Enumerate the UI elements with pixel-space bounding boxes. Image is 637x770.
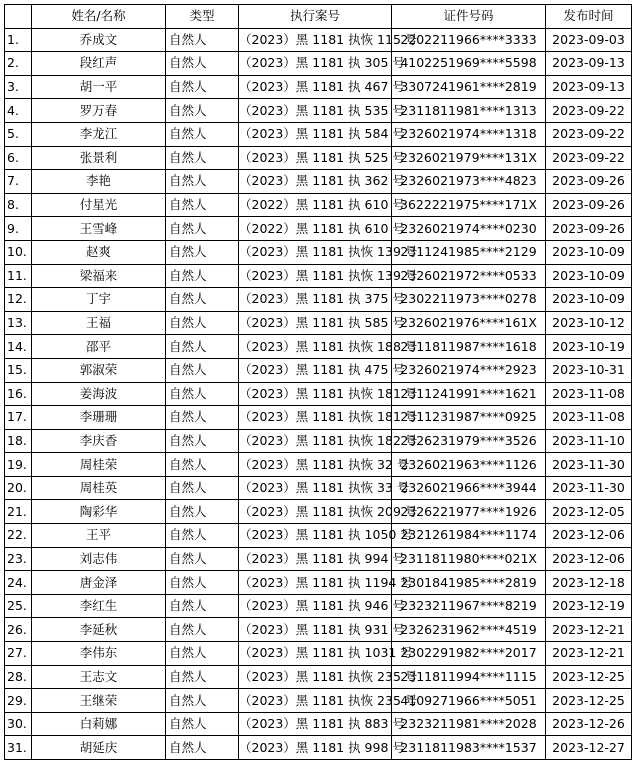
row-publish-date: 2023-12-21 xyxy=(546,642,632,666)
row-id-number: 2302291982****2017 xyxy=(392,642,546,666)
row-type: 自然人 xyxy=(166,146,239,170)
row-index: 3. xyxy=(5,75,32,99)
row-publish-date: 2023-12-05 xyxy=(546,500,632,524)
table-row xyxy=(5,335,632,359)
row-type: 自然人 xyxy=(166,476,239,500)
row-case-number: （2023）黑 1181 执 946 号 xyxy=(239,594,392,618)
row-id-number: 2311231987****0925 xyxy=(392,406,546,430)
row-id-number: 2326021979****131X xyxy=(392,146,546,170)
row-type: 自然人 xyxy=(166,358,239,382)
table-row xyxy=(5,382,632,406)
row-publish-date: 2023-09-22 xyxy=(546,122,632,146)
row-index: 10. xyxy=(5,240,32,264)
row-publish-date: 2023-11-08 xyxy=(546,406,632,430)
row-publish-date: 2023-11-30 xyxy=(546,453,632,477)
row-case-number: （2023）黑 1181 执 535 号 xyxy=(239,99,392,123)
row-publish-date: 2023-12-25 xyxy=(546,689,632,713)
table-row xyxy=(5,406,632,430)
row-index: 2. xyxy=(5,52,32,76)
row-type: 自然人 xyxy=(166,193,239,217)
row-publish-date: 2023-09-22 xyxy=(546,146,632,170)
row-id-number: 2326021974****2923 xyxy=(392,358,546,382)
row-case-number: （2023）黑 1181 执恢 209 号 xyxy=(239,500,392,524)
row-case-number: （2023）黑 1181 执 467 号 xyxy=(239,75,392,99)
row-name: 乔成文 xyxy=(32,28,166,52)
row-index: 19. xyxy=(5,453,32,477)
row-id-number: 2311241991****1621 xyxy=(392,382,546,406)
row-case-number: （2023）黑 1181 执 1050 号 xyxy=(239,524,392,548)
row-type: 自然人 xyxy=(166,594,239,618)
row-case-number: （2023）黑 1181 执恢 182 号 xyxy=(239,429,392,453)
row-case-number: （2023）黑 1181 执 375 号 xyxy=(239,288,392,312)
row-index: 17. xyxy=(5,406,32,430)
row-id-number: 2326231979****3526 xyxy=(392,429,546,453)
row-id-number: 2323211981****2028 xyxy=(392,712,546,736)
table-row xyxy=(5,264,632,288)
row-index: 7. xyxy=(5,170,32,194)
table-row xyxy=(5,736,632,760)
table-row xyxy=(5,52,632,76)
row-case-number: （2022）黑 1181 执 610 号 xyxy=(239,217,392,241)
row-name: 王福 xyxy=(32,311,166,335)
row-index: 22. xyxy=(5,524,32,548)
row-index: 11. xyxy=(5,264,32,288)
row-publish-date: 2023-12-06 xyxy=(546,547,632,571)
row-publish-date: 2023-10-12 xyxy=(546,311,632,335)
row-name: 罗万春 xyxy=(32,99,166,123)
row-index: 26. xyxy=(5,618,32,642)
row-id-number: 2326021972****0533 xyxy=(392,264,546,288)
row-type: 自然人 xyxy=(166,240,239,264)
row-case-number: （2023）黑 1181 执恢 181 号 xyxy=(239,382,392,406)
row-index: 31. xyxy=(5,736,32,760)
row-case-number: （2023）黑 1181 执恢 32 号 xyxy=(239,453,392,477)
header-row xyxy=(5,5,632,29)
row-index: 9. xyxy=(5,217,32,241)
row-publish-date: 2023-11-08 xyxy=(546,382,632,406)
row-id-number: 2326221977****1926 xyxy=(392,500,546,524)
row-type: 自然人 xyxy=(166,335,239,359)
row-name: 李红生 xyxy=(32,594,166,618)
table-row xyxy=(5,476,632,500)
table-row xyxy=(5,618,632,642)
row-type: 自然人 xyxy=(166,547,239,571)
table-row xyxy=(5,358,632,382)
row-type: 自然人 xyxy=(166,288,239,312)
header-case-number: 执行案号 xyxy=(239,5,392,29)
row-name: 白莉娜 xyxy=(32,712,166,736)
row-id-number: 3622221975****171X xyxy=(392,193,546,217)
row-type: 自然人 xyxy=(166,453,239,477)
row-type: 自然人 xyxy=(166,618,239,642)
row-index: 12. xyxy=(5,288,32,312)
row-index: 1. xyxy=(5,28,32,52)
row-name: 张景利 xyxy=(32,146,166,170)
row-id-number: 2326021974****0230 xyxy=(392,217,546,241)
table-row xyxy=(5,689,632,713)
table-row xyxy=(5,170,632,194)
row-name: 刘志伟 xyxy=(32,547,166,571)
row-id-number: 2326021974****1318 xyxy=(392,122,546,146)
row-case-number: （2023）黑 1181 执 994 号 xyxy=(239,547,392,571)
row-case-number: （2023）黑 1181 执 1031 号 xyxy=(239,642,392,666)
row-name: 段红声 xyxy=(32,52,166,76)
row-case-number: （2023）黑 1181 执 931 号 xyxy=(239,618,392,642)
row-name: 唐金泽 xyxy=(32,571,166,595)
row-id-number: 4102251969****5598 xyxy=(392,52,546,76)
row-index: 23. xyxy=(5,547,32,571)
row-case-number: （2023）黑 1181 执恢 115 号 xyxy=(239,28,392,52)
row-case-number: （2023）黑 1181 执 475 号 xyxy=(239,358,392,382)
header-publish-date: 发布时间 xyxy=(546,5,632,29)
table-row xyxy=(5,524,632,548)
table-row xyxy=(5,453,632,477)
row-index: 27. xyxy=(5,642,32,666)
row-id-number: 2326021973****4823 xyxy=(392,170,546,194)
row-id-number: 2311811981****1313 xyxy=(392,99,546,123)
table-row xyxy=(5,500,632,524)
row-type: 自然人 xyxy=(166,712,239,736)
row-publish-date: 2023-10-19 xyxy=(546,335,632,359)
row-index: 13. xyxy=(5,311,32,335)
row-index: 15. xyxy=(5,358,32,382)
header-id-number: 证件号码 xyxy=(392,5,546,29)
table-row xyxy=(5,547,632,571)
row-type: 自然人 xyxy=(166,75,239,99)
row-publish-date: 2023-09-26 xyxy=(546,170,632,194)
row-case-number: （2023）黑 1181 执恢 33 号 xyxy=(239,476,392,500)
row-index: 21. xyxy=(5,500,32,524)
row-id-number: 4109271966****5051 xyxy=(392,689,546,713)
table-row xyxy=(5,99,632,123)
row-case-number: （2023）黑 1181 执恢 139 号 xyxy=(239,264,392,288)
row-name: 梁福来 xyxy=(32,264,166,288)
table-row xyxy=(5,429,632,453)
row-case-number: （2023）黑 1181 执 362 号 xyxy=(239,170,392,194)
row-publish-date: 2023-09-03 xyxy=(546,28,632,52)
row-name: 丁宇 xyxy=(32,288,166,312)
table-row xyxy=(5,217,632,241)
row-case-number: （2023）黑 1181 执恢 235 号 xyxy=(239,689,392,713)
row-type: 自然人 xyxy=(166,689,239,713)
row-publish-date: 2023-09-26 xyxy=(546,193,632,217)
row-id-number: 2311811994****1115 xyxy=(392,665,546,689)
row-publish-date: 2023-10-31 xyxy=(546,358,632,382)
row-type: 自然人 xyxy=(166,99,239,123)
table-row xyxy=(5,122,632,146)
row-index: 16. xyxy=(5,382,32,406)
row-index: 6. xyxy=(5,146,32,170)
row-id-number: 2311811980****021X xyxy=(392,547,546,571)
row-name: 王继荣 xyxy=(32,689,166,713)
row-publish-date: 2023-09-26 xyxy=(546,217,632,241)
row-publish-date: 2023-12-18 xyxy=(546,571,632,595)
row-type: 自然人 xyxy=(166,524,239,548)
row-type: 自然人 xyxy=(166,642,239,666)
table-row xyxy=(5,712,632,736)
table-row xyxy=(5,288,632,312)
row-type: 自然人 xyxy=(166,665,239,689)
row-name: 胡延庆 xyxy=(32,736,166,760)
row-index: 29. xyxy=(5,689,32,713)
row-name: 王雪峰 xyxy=(32,217,166,241)
table-row xyxy=(5,193,632,217)
row-index: 20. xyxy=(5,476,32,500)
row-type: 自然人 xyxy=(166,170,239,194)
row-type: 自然人 xyxy=(166,311,239,335)
row-case-number: （2023）黑 1181 执 1194 号 xyxy=(239,571,392,595)
row-name: 邵平 xyxy=(32,335,166,359)
row-id-number: 2326021976****161X xyxy=(392,311,546,335)
table-row xyxy=(5,665,632,689)
row-name: 周桂荣 xyxy=(32,453,166,477)
row-publish-date: 2023-11-10 xyxy=(546,429,632,453)
row-name: 郭淑荣 xyxy=(32,358,166,382)
row-index: 28. xyxy=(5,665,32,689)
row-case-number: （2023）黑 1181 执 585 号 xyxy=(239,311,392,335)
row-type: 自然人 xyxy=(166,264,239,288)
row-id-number: 2311811987****1618 xyxy=(392,335,546,359)
row-type: 自然人 xyxy=(166,429,239,453)
header-type: 类型 xyxy=(166,5,239,29)
row-index: 30. xyxy=(5,712,32,736)
table-row xyxy=(5,642,632,666)
row-name: 李伟东 xyxy=(32,642,166,666)
row-id-number: 2321261984****1174 xyxy=(392,524,546,548)
row-publish-date: 2023-10-09 xyxy=(546,264,632,288)
row-publish-date: 2023-12-06 xyxy=(546,524,632,548)
row-name: 李珊珊 xyxy=(32,406,166,430)
row-index: 18. xyxy=(5,429,32,453)
row-case-number: （2023）黑 1181 执恢 139 号 xyxy=(239,240,392,264)
table-row xyxy=(5,146,632,170)
row-index: 25. xyxy=(5,594,32,618)
row-type: 自然人 xyxy=(166,571,239,595)
row-publish-date: 2023-10-09 xyxy=(546,288,632,312)
row-publish-date: 2023-10-09 xyxy=(546,240,632,264)
row-publish-date: 2023-11-30 xyxy=(546,476,632,500)
row-id-number: 2326021963****1126 xyxy=(392,453,546,477)
row-name: 胡一平 xyxy=(32,75,166,99)
row-publish-date: 2023-12-21 xyxy=(546,618,632,642)
row-case-number: （2023）黑 1181 执 998 号 xyxy=(239,736,392,760)
table-row xyxy=(5,240,632,264)
row-index: 14. xyxy=(5,335,32,359)
row-index: 4. xyxy=(5,99,32,123)
row-type: 自然人 xyxy=(166,406,239,430)
table-row xyxy=(5,75,632,99)
row-publish-date: 2023-12-27 xyxy=(546,736,632,760)
row-name: 李艳 xyxy=(32,170,166,194)
row-case-number: （2023）黑 1181 执 525 号 xyxy=(239,146,392,170)
row-id-number: 2301841985****2819 xyxy=(392,571,546,595)
row-id-number: 2202211966****3333 xyxy=(392,28,546,52)
row-name: 陶彩华 xyxy=(32,500,166,524)
row-publish-date: 2023-09-13 xyxy=(546,75,632,99)
row-case-number: （2023）黑 1181 执 305 号 xyxy=(239,52,392,76)
row-publish-date: 2023-09-22 xyxy=(546,99,632,123)
row-type: 自然人 xyxy=(166,736,239,760)
row-name: 李龙江 xyxy=(32,122,166,146)
header-index xyxy=(5,5,32,29)
row-case-number: （2023）黑 1181 执恢 181 号 xyxy=(239,406,392,430)
row-index: 24. xyxy=(5,571,32,595)
row-case-number: （2023）黑 1181 执 584 号 xyxy=(239,122,392,146)
table-row xyxy=(5,311,632,335)
row-name: 王志文 xyxy=(32,665,166,689)
row-id-number: 2311811983****1537 xyxy=(392,736,546,760)
row-name: 王平 xyxy=(32,524,166,548)
row-name: 赵爽 xyxy=(32,240,166,264)
row-id-number: 2311241985****2129 xyxy=(392,240,546,264)
table-row xyxy=(5,571,632,595)
row-case-number: （2023）黑 1181 执恢 235 号 xyxy=(239,665,392,689)
row-case-number: （2023）黑 1181 执 883 号 xyxy=(239,712,392,736)
row-type: 自然人 xyxy=(166,500,239,524)
row-name: 付星光 xyxy=(32,193,166,217)
row-publish-date: 2023-12-26 xyxy=(546,712,632,736)
row-id-number: 2302211973****0278 xyxy=(392,288,546,312)
row-name: 姜海波 xyxy=(32,382,166,406)
row-type: 自然人 xyxy=(166,382,239,406)
table-row xyxy=(5,594,632,618)
row-name: 李庆香 xyxy=(32,429,166,453)
row-id-number: 2323211967****8219 xyxy=(392,594,546,618)
row-publish-date: 2023-12-25 xyxy=(546,665,632,689)
row-id-number: 2326231962****4519 xyxy=(392,618,546,642)
enforcement-table xyxy=(4,4,632,760)
row-id-number: 3307241961****2819 xyxy=(392,75,546,99)
row-type: 自然人 xyxy=(166,217,239,241)
header-name: 姓名/名称 xyxy=(32,5,166,29)
row-type: 自然人 xyxy=(166,28,239,52)
row-index: 8. xyxy=(5,193,32,217)
row-index: 5. xyxy=(5,122,32,146)
row-publish-date: 2023-12-19 xyxy=(546,594,632,618)
row-id-number: 2326021966****3944 xyxy=(392,476,546,500)
row-name: 李延秋 xyxy=(32,618,166,642)
row-case-number: （2023）黑 1181 执恢 188 号 xyxy=(239,335,392,359)
row-name: 周桂英 xyxy=(32,476,166,500)
row-case-number: （2022）黑 1181 执 610 号 xyxy=(239,193,392,217)
row-type: 自然人 xyxy=(166,52,239,76)
row-publish-date: 2023-09-13 xyxy=(546,52,632,76)
row-type: 自然人 xyxy=(166,122,239,146)
table-row xyxy=(5,28,632,52)
